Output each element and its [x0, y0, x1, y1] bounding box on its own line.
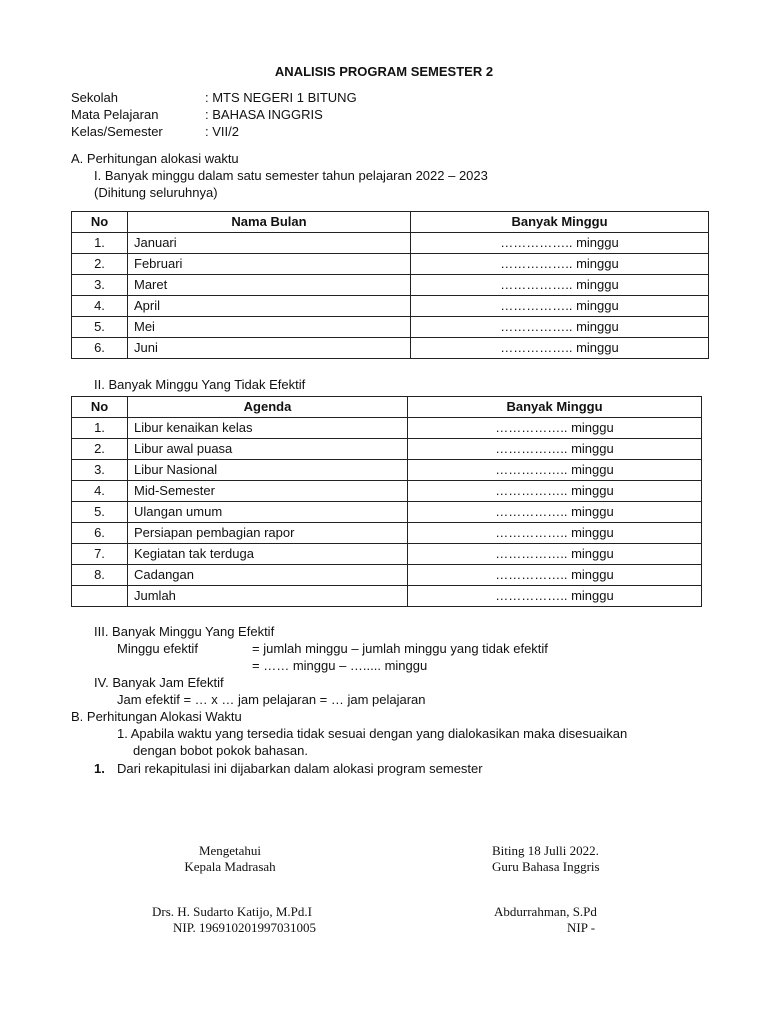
- table-row: [72, 523, 702, 544]
- table-total-row: [72, 586, 702, 607]
- row-weeks: …………….. minggu: [411, 233, 709, 254]
- table-row: [72, 439, 702, 460]
- row-weeks: …………….. minggu: [408, 418, 702, 439]
- signature-left-line2: Kepala Madrasah: [184, 859, 276, 874]
- row-agenda: Persiapan pembagian rapor: [128, 523, 408, 544]
- info-label-subject: Mata Pelajaran: [71, 107, 159, 122]
- table-row: [72, 418, 702, 439]
- row-weeks: …………….. minggu: [411, 338, 709, 359]
- table-row: [72, 317, 709, 338]
- row-weeks: …………….. minggu: [408, 481, 702, 502]
- table-row: [72, 481, 702, 502]
- row-no: [72, 586, 128, 607]
- row-agenda: Jumlah: [128, 586, 408, 607]
- row-weeks: …………….. minggu: [408, 586, 702, 607]
- row-month: Februari: [128, 254, 411, 275]
- table-row: [72, 502, 702, 523]
- signature-left-line1: Mengetahui: [198, 843, 262, 858]
- row-no: 6.: [72, 523, 128, 544]
- row-agenda: Ulangan umum: [128, 502, 408, 523]
- row-weeks: …………….. minggu: [408, 502, 702, 523]
- section-a-sub-i-note: (Dihitung seluruhnya): [94, 185, 218, 200]
- row-weeks: …………….. minggu: [411, 317, 709, 338]
- signature-right-role: Guru Bahasa Inggris: [492, 859, 600, 874]
- row-month: April: [128, 296, 411, 317]
- signature-right-date: Biting 18 Julli 2022.: [492, 843, 599, 858]
- signature-left-name: Drs. H. Sudarto Katijo, M.Pd.I: [152, 904, 312, 919]
- row-no: 8.: [72, 565, 128, 586]
- row-weeks: …………….. minggu: [408, 439, 702, 460]
- section-ii-heading: II. Banyak Minggu Yang Tidak Efektif: [94, 377, 306, 392]
- page-title: ANALISIS PROGRAM SEMESTER 2: [274, 64, 494, 79]
- header-week-count: Banyak Minggu: [408, 397, 702, 418]
- row-weeks: …………….. minggu: [408, 544, 702, 565]
- section-b-item-2: Dari rekapitulasi ini dijabarkan dalam alokasi program semester: [117, 761, 483, 776]
- row-no: 3.: [72, 460, 128, 481]
- effective-weeks-formula-values: = …… minggu – …..... minggu: [252, 658, 428, 673]
- info-label-school: Sekolah: [71, 90, 118, 105]
- row-no: 5.: [72, 317, 128, 338]
- table-row: [72, 565, 702, 586]
- row-no: 2.: [72, 254, 128, 275]
- row-agenda: Mid-Semester: [128, 481, 408, 502]
- row-no: 1.: [72, 418, 128, 439]
- section-iii-heading: III. Banyak Minggu Yang Efektif: [94, 624, 275, 639]
- header-month-name: Nama Bulan: [128, 212, 411, 233]
- row-weeks: …………….. minggu: [411, 254, 709, 275]
- effective-weeks-label: Minggu efektif: [117, 641, 198, 656]
- row-no: 3.: [72, 275, 128, 296]
- section-b-item-1: 1. Apabila waktu yang tersedia tidak sesuai dengan yang dialokasikan maka disesuaikan: [117, 726, 628, 741]
- row-agenda: Libur awal puasa: [128, 439, 408, 460]
- row-month: Maret: [128, 275, 411, 296]
- info-value-school: : MTS NEGERI 1 BITUNG: [205, 90, 357, 105]
- signature-right-nip: NIP -: [567, 920, 596, 935]
- row-weeks: …………….. minggu: [408, 523, 702, 544]
- row-weeks: …………….. minggu: [411, 296, 709, 317]
- row-agenda: Cadangan: [128, 565, 408, 586]
- table-row: [72, 338, 709, 359]
- table-row: [72, 254, 709, 275]
- row-no: 2.: [72, 439, 128, 460]
- row-weeks: …………….. minggu: [411, 275, 709, 296]
- row-no: 5.: [72, 502, 128, 523]
- table-header-row: [72, 212, 709, 233]
- non-effective-weeks-table: [71, 396, 702, 607]
- row-no: 4.: [72, 296, 128, 317]
- effective-hours-formula: Jam efektif = … x … jam pelajaran = … jam pelajaran: [117, 692, 426, 707]
- table-row: [72, 544, 702, 565]
- signature-left-nip: NIP. 196910201997031005: [173, 920, 317, 935]
- row-agenda: Libur Nasional: [128, 460, 408, 481]
- section-a-sub-i: I. Banyak minggu dalam satu semester tahun pelajaran 2022 – 2023: [94, 168, 488, 183]
- months-table: [71, 211, 709, 359]
- table-header-row: [72, 397, 702, 418]
- table-row: [72, 275, 709, 296]
- info-label-class: Kelas/Semester: [71, 124, 163, 139]
- section-b-item-1-cont: dengan bobot pokok bahasan.: [133, 743, 308, 758]
- section-b-item-2-number: 1.: [94, 761, 105, 776]
- table-row: [72, 460, 702, 481]
- table-row: [72, 296, 709, 317]
- row-month: Januari: [128, 233, 411, 254]
- effective-weeks-formula: = jumlah minggu – jumlah minggu yang tidak efektif: [252, 641, 548, 656]
- row-no: 1.: [72, 233, 128, 254]
- row-month: Juni: [128, 338, 411, 359]
- info-value-subject: : BAHASA INGGRIS: [205, 107, 323, 122]
- section-a-heading: A. Perhitungan alokasi waktu: [71, 151, 239, 166]
- row-agenda: Libur kenaikan kelas: [128, 418, 408, 439]
- section-iv-heading: IV. Banyak Jam Efektif: [94, 675, 224, 690]
- row-no: 6.: [72, 338, 128, 359]
- header-week-count: Banyak Minggu: [411, 212, 709, 233]
- row-weeks: …………….. minggu: [408, 565, 702, 586]
- table-row: [72, 233, 709, 254]
- header-no: No: [72, 397, 128, 418]
- header-agenda: Agenda: [128, 397, 408, 418]
- row-weeks: …………….. minggu: [408, 460, 702, 481]
- section-b-heading: B. Perhitungan Alokasi Waktu: [71, 709, 242, 724]
- row-month: Mei: [128, 317, 411, 338]
- header-no: No: [72, 212, 128, 233]
- row-agenda: Kegiatan tak terduga: [128, 544, 408, 565]
- info-value-class: : VII/2: [205, 124, 239, 139]
- row-no: 4.: [72, 481, 128, 502]
- signature-right-name: Abdurrahman, S.Pd: [494, 904, 597, 919]
- row-no: 7.: [72, 544, 128, 565]
